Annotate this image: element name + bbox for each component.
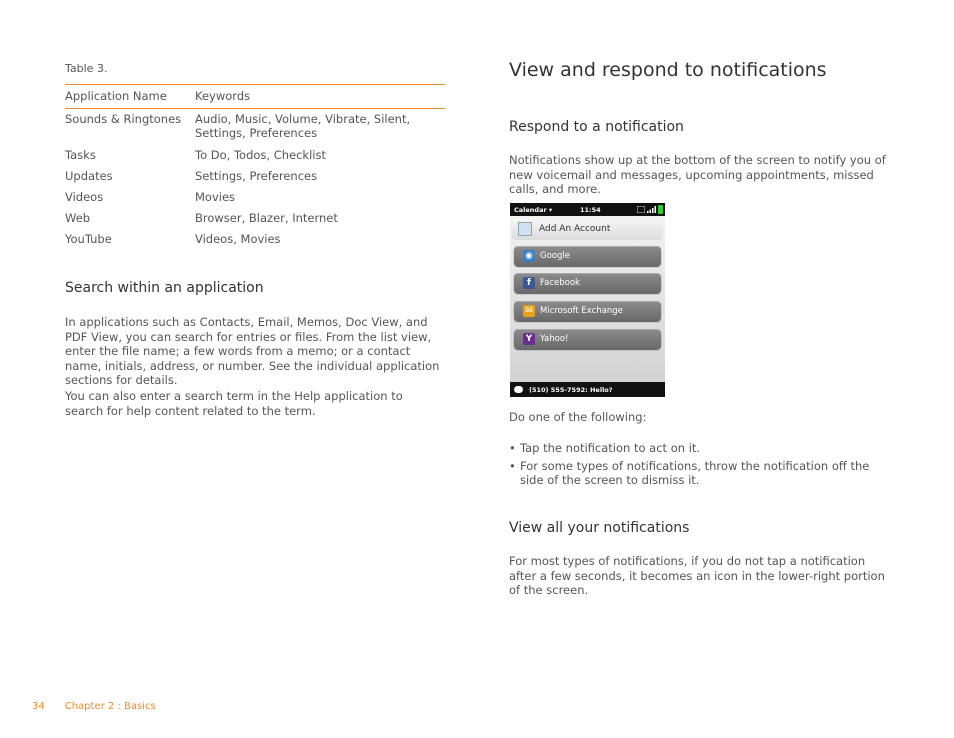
account-menu bbox=[510, 216, 665, 382]
yahoo-icon: Y bbox=[523, 333, 535, 345]
bullet-text: For some types of notifications, throw the notification off the side of the screen to dismiss it. bbox=[520, 458, 870, 487]
status-app-name: Calendar ▾ bbox=[514, 205, 553, 214]
respond-paragraph: Notifications show up at the bottom of the screen to notify you of new voicemail and messages, upcoming appointments, missed calls, and more. bbox=[509, 153, 886, 196]
bullet-icon: • bbox=[509, 458, 516, 473]
account-label: Facebook bbox=[540, 278, 580, 288]
signal-icon bbox=[647, 206, 656, 213]
table-cell-keywords: Videos, Movies bbox=[195, 232, 281, 246]
table-row bbox=[65, 112, 445, 140]
account-button-exchange[interactable] bbox=[514, 301, 661, 321]
table-cell-app: Web bbox=[65, 211, 91, 225]
table-cell-app: YouTube bbox=[65, 232, 112, 246]
page-title: View and respond to notifications bbox=[509, 59, 827, 81]
phone-status-bar bbox=[510, 203, 665, 216]
header-keywords: Keywords bbox=[195, 89, 251, 103]
bullet-list bbox=[509, 441, 894, 491]
keywords-table bbox=[65, 84, 445, 246]
bullet-text: Tap the notification to act on it. bbox=[520, 441, 701, 455]
table-cell-app: Tasks bbox=[65, 148, 96, 162]
notification-bar[interactable] bbox=[510, 382, 665, 397]
table-caption: Table 3. bbox=[65, 62, 108, 75]
message-bubble-icon bbox=[514, 386, 523, 393]
table-row bbox=[65, 148, 445, 162]
table-row bbox=[65, 169, 445, 183]
status-icons bbox=[637, 205, 663, 214]
table-cell-app: Videos bbox=[65, 190, 104, 204]
account-label: Google bbox=[540, 251, 570, 261]
table-cell-keywords: Browser, Blazer, Internet bbox=[195, 211, 338, 225]
search-heading: Search within an application bbox=[65, 280, 264, 296]
table-cell-app: Updates bbox=[65, 169, 113, 183]
account-button-facebook[interactable] bbox=[514, 273, 661, 293]
page-number: 34 bbox=[32, 701, 45, 712]
table-header-rule bbox=[65, 108, 445, 109]
exchange-icon: ✉ bbox=[523, 305, 535, 317]
respond-heading: Respond to a notification bbox=[509, 119, 684, 135]
battery-icon bbox=[658, 205, 663, 214]
view-paragraph: For most types of notifications, if you do not tap a notification after a few seconds, it becomes an icon in the lower-right portion of the screen. bbox=[509, 554, 885, 597]
phone-screenshot bbox=[510, 203, 665, 397]
add-account-label: Add An Account bbox=[539, 224, 611, 234]
table-cell-app: Sounds & Ringtones bbox=[65, 112, 182, 126]
list-item bbox=[509, 441, 894, 456]
bullet-icon: • bbox=[509, 441, 516, 455]
add-account-item[interactable] bbox=[512, 218, 662, 240]
notification-text: (510) 555-7592: Hello? bbox=[529, 385, 613, 394]
table-cell-keywords: Audio, Music, Volume, Vibrate, Silent, Settings, Preferences bbox=[195, 112, 411, 140]
account-label: Yahoo! bbox=[540, 334, 569, 344]
account-button-google[interactable] bbox=[514, 246, 661, 266]
table-header-row bbox=[65, 85, 445, 108]
status-time: 11:54 bbox=[580, 205, 601, 214]
wifi-icon bbox=[637, 206, 645, 213]
header-application-name: Application Name bbox=[65, 89, 167, 103]
search-paragraph-1: In applications such as Contacts, Email, Memos, Doc View, and PDF View, you can search for entries or files. From the list view, enter the file name; a few words from a memo; or a contact name, initials, address, or number. See the individual application sections for details. bbox=[65, 315, 440, 387]
table-cell-keywords: Movies bbox=[195, 190, 236, 204]
search-paragraph-2: You can also enter a search term in the Help application to search for help content related to the term. bbox=[65, 389, 403, 418]
chapter-link[interactable]: Chapter 2 : Basics bbox=[64, 701, 156, 712]
account-button-yahoo[interactable] bbox=[514, 329, 661, 349]
add-account-icon bbox=[518, 222, 532, 236]
google-icon: ◉ bbox=[523, 250, 535, 262]
page-footer bbox=[32, 701, 156, 712]
table-row bbox=[65, 190, 445, 204]
do-one-text: Do one of the following: bbox=[509, 410, 647, 424]
table-row bbox=[65, 232, 445, 246]
account-label: Microsoft Exchange bbox=[540, 306, 623, 316]
table-row bbox=[65, 211, 445, 225]
table-cell-keywords: To Do, Todos, Checklist bbox=[195, 148, 326, 162]
view-heading: View all your notifications bbox=[509, 520, 690, 536]
table-cell-keywords: Settings, Preferences bbox=[195, 169, 318, 183]
facebook-icon: f bbox=[523, 277, 535, 289]
list-item bbox=[509, 459, 894, 488]
